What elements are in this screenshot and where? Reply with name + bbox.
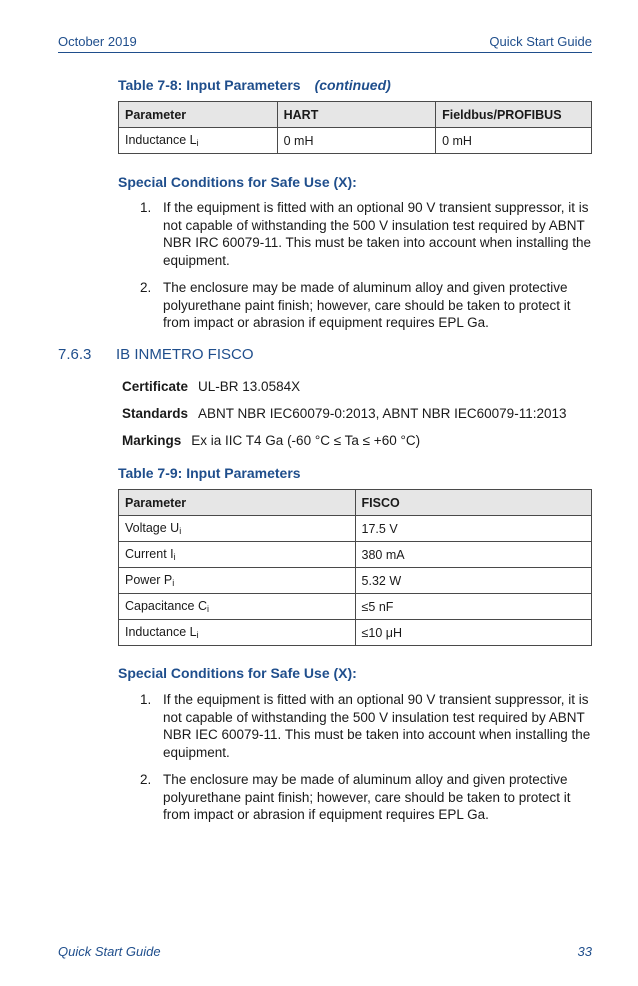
section-heading — [58, 346, 254, 363]
header-doc-title: Quick Start Guide — [489, 34, 592, 49]
standards-line: Standards ABNT NBR IEC60079-0:2013, ABNT NBR IEC60079-11:2013 — [122, 406, 567, 421]
table-7-9-title: Table 7-9: Input Parameters — [118, 465, 301, 481]
cell-parameter: Voltage $U_i$ — [119, 516, 356, 542]
cell-value: ≤5 nF — [355, 594, 591, 620]
cell-value: 380 mA — [355, 542, 591, 568]
table-row — [119, 542, 592, 568]
list-item: 2. The enclosure may be made of aluminum alloy and given protective polyurethane paint finish; however, care should be taken to protect it from impact or abrasion if equipment requires EPL Ga. — [140, 280, 571, 330]
special-conditions-heading: Special Conditions for Safe Use (X): — [118, 665, 357, 681]
cell-parameter: Current $I_i$ — [119, 542, 356, 568]
table-row — [119, 620, 592, 646]
list-item: 1. If the equipment is fitted with an optional 90 V transient suppressor, it is not capable of withstanding the 500 V insulation test required by ABNT NBR IRC 60079-11. This must be taken into account when installing the equipment. — [140, 200, 591, 268]
table-header-row — [119, 490, 592, 516]
cell-fieldbus: 0 mH — [436, 128, 592, 154]
col-header-parameter: Parameter — [119, 490, 356, 516]
table-7-8 — [118, 101, 592, 154]
markings-line: Markings Ex ia IIC T4 Ga (-60 °C ≤ Ta ≤ +60 °C) — [122, 433, 421, 448]
cell-parameter: Power $P_i$ — [119, 568, 356, 594]
table-row — [119, 568, 592, 594]
cell-value: ≤10 μH — [355, 620, 591, 646]
cell-parameter: Inductance $L_i$ — [119, 620, 356, 646]
cell-parameter: Capacitance $C_i$ — [119, 594, 356, 620]
table-row — [119, 128, 592, 154]
section-title: IB INMETRO FISCO — [116, 346, 254, 363]
cell-hart: 0 mH — [277, 128, 435, 154]
table-row — [119, 594, 592, 620]
page-header — [58, 34, 592, 53]
table-7-9 — [118, 489, 592, 646]
table-7-8-title-text: Table 7-8: Input Parameters — [118, 77, 301, 93]
section-number: 7.6.3 — [58, 346, 92, 363]
table-row — [119, 516, 592, 542]
footer-doc-title: Quick Start Guide — [58, 944, 161, 959]
list-item: 2. The enclosure may be made of aluminum alloy and given protective polyurethane paint finish; however, care should be taken to protect it from impact or abrasion if equipment requires EPL Ga. — [140, 772, 571, 822]
list-item: 1. If the equipment is fitted with an optional 90 V transient suppressor, it is not capable of withstanding the 500 V insulation test required by ABNT NBR IEC 60079-11. This must be taken into account when installing the equipment. — [140, 692, 591, 760]
col-header-hart: HART — [277, 102, 435, 128]
page-number: 33 — [577, 944, 592, 959]
cell-parameter: Inductance $L_i$ — [119, 128, 278, 154]
header-date: October 2019 — [58, 34, 137, 49]
table-7-8-title — [118, 77, 391, 93]
table-header-row — [119, 102, 592, 128]
col-header-parameter: Parameter — [119, 102, 278, 128]
col-header-fisco: FISCO — [355, 490, 591, 516]
certificate-line: Certificate UL-BR 13.0584X — [122, 379, 301, 394]
col-header-fieldbus: Fieldbus/PROFIBUS — [436, 102, 592, 128]
cell-value: 5.32 W — [355, 568, 591, 594]
cell-value: 17.5 V — [355, 516, 591, 542]
special-conditions-heading: Special Conditions for Safe Use (X): — [118, 174, 357, 190]
table-7-8-continued: (continued) — [314, 77, 391, 93]
